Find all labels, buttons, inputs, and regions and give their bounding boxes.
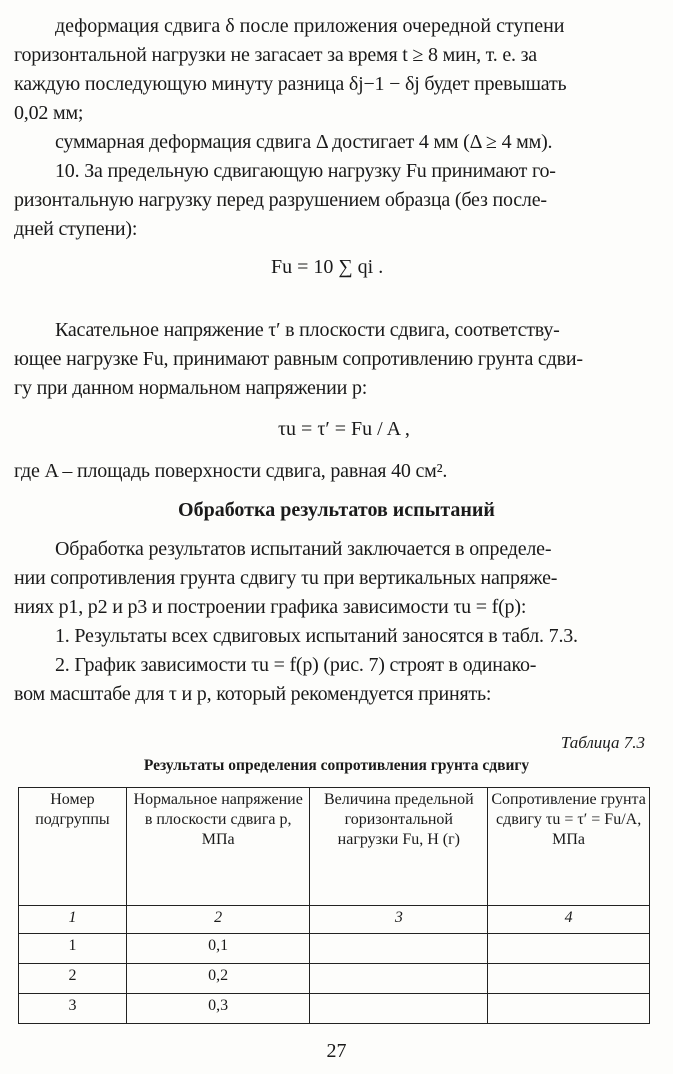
- cell-group: 1: [19, 934, 127, 964]
- page-number: 27: [326, 1040, 347, 1062]
- text-line: нии сопротивления грунта сдвигу τu при вертикальных напряже-: [14, 567, 558, 589]
- cell-resistance: [488, 964, 650, 994]
- column-number: 3: [310, 906, 488, 934]
- column-number: 4: [488, 906, 650, 934]
- text-line: Обработка результатов испытаний заключается в определе-: [55, 538, 552, 560]
- column-number: 1: [19, 906, 127, 934]
- cell-load: [310, 934, 488, 964]
- formula-shear-stress: τu = τ′ = Fu / A ,: [278, 418, 410, 440]
- text-line: ющее нагрузке Fu, принимают равным сопротивлению грунта сдви-: [14, 348, 583, 370]
- text-line: ниях p1, p2 и p3 и построении графика зависимости τu = f(p):: [14, 596, 527, 618]
- table-row: [19, 994, 650, 1024]
- table-title: Результаты определения сопротивления грунта сдвигу: [143, 757, 530, 774]
- table-column-numbers: [19, 906, 650, 934]
- text-line: гу при данном нормальном напряжении p:: [14, 377, 368, 399]
- cell-load: [310, 964, 488, 994]
- cell-resistance: [488, 994, 650, 1024]
- text-line: 2. График зависимости τu = f(p) (рис. 7) строят в одинако-: [55, 654, 537, 676]
- cell-group: 3: [19, 994, 127, 1024]
- cell-resistance: [488, 934, 650, 964]
- column-number: 2: [126, 906, 310, 934]
- text-line: Касательное напряжение τ′ в плоскости сдвига, соответству-: [55, 319, 560, 341]
- text-line: каждую последующую минуту разница δj−1 − δj будет превышать: [14, 73, 567, 95]
- header-group-number: Номер подгруппы: [19, 788, 127, 906]
- header-shear-resistance: Сопротивление грунта сдвигу τu = τ′ = Fu/A, МПа: [488, 788, 650, 906]
- text-line: 1. Результаты всех сдвиговых испытаний заносятся в табл. 7.3.: [55, 625, 578, 647]
- text-line: 10. За предельную сдвигающую нагрузку Fu принимают го-: [55, 160, 556, 182]
- section-heading: Обработка результатов испытаний: [178, 499, 495, 521]
- text-line: где A – площадь поверхности сдвига, равная 40 см².: [14, 460, 448, 482]
- text-line: дней ступени):: [14, 218, 138, 240]
- header-normal-stress: Нормальное напряжение в плоскости сдвига p, МПа: [126, 788, 310, 906]
- text-line: вом масштабе для τ и p, который рекомендуется принять:: [14, 683, 492, 705]
- header-ultimate-load: Величина предельной горизонтальной нагрузки Fu, Н (г): [310, 788, 488, 906]
- text-line: деформация сдвига δ после приложения очередной ступени: [55, 15, 565, 37]
- table-caption: Таблица 7.3: [560, 733, 645, 752]
- results-table: [18, 787, 650, 1024]
- formula-ultimate-load: Fu = 10 ∑ qi .: [271, 256, 384, 278]
- text-line: суммарная деформация сдвига Δ достигает 4 мм (Δ ≥ 4 мм).: [55, 131, 553, 153]
- table-header-row: [19, 788, 650, 906]
- table-row: [19, 964, 650, 994]
- text-line: горизонтальной нагрузки не загасает за время t ≥ 8 мин, т. е. за: [14, 44, 537, 66]
- cell-stress: 0,1: [126, 934, 310, 964]
- text-line: ризонтальную нагрузку перед разрушением образца (без после-: [14, 189, 547, 211]
- text-line: 0,02 мм;: [14, 102, 84, 124]
- table-row: [19, 934, 650, 964]
- cell-stress: 0,2: [126, 964, 310, 994]
- cell-load: [310, 994, 488, 1024]
- cell-stress: 0,3: [126, 994, 310, 1024]
- cell-group: 2: [19, 964, 127, 994]
